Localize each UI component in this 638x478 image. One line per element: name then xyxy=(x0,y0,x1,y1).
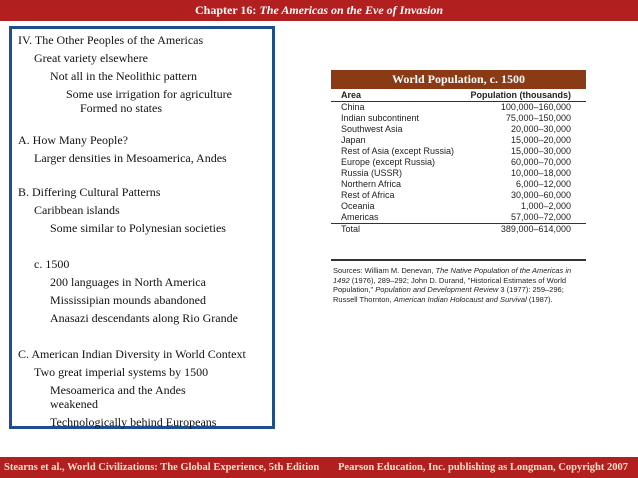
row-population: 30,000–60,000 xyxy=(510,190,571,200)
table-row xyxy=(331,168,586,179)
row-area: Europe (except Russia) xyxy=(341,157,436,167)
table-row xyxy=(331,124,586,135)
outline-line: c. 1500 xyxy=(34,257,70,271)
outline-line: Not all in the Neolithic pattern xyxy=(50,69,197,83)
row-population: 10,000–18,000 xyxy=(510,168,571,178)
row-population: 15,000–30,000 xyxy=(510,146,571,156)
row-area: Southwest Asia xyxy=(341,124,403,134)
outline-heading-a: A. How Many People? xyxy=(18,133,128,147)
outline-line: Technologically behind Europeans xyxy=(50,415,217,429)
outline-line: Some use irrigation for agriculture xyxy=(66,87,232,101)
outline-heading-c: C. American Indian Diversity in World Context xyxy=(18,347,246,361)
row-population: 57,000–72,000 xyxy=(510,212,571,222)
outline-line: Mississipian mounds abandoned xyxy=(50,293,206,307)
outline-line: 200 languages in North America xyxy=(50,275,206,289)
source-title-3: American Indian Holocaust and Survival xyxy=(393,294,527,304)
outline-line: Some similar to Polynesian societies xyxy=(50,221,226,235)
slide-header xyxy=(0,0,638,21)
footer-citation: Stearns et al., World Civilizations: The Global Experience, 5th Edition xyxy=(4,462,320,473)
table-total-row xyxy=(331,223,586,235)
row-area: Americas xyxy=(341,212,379,222)
outline-line: Larger densities in Mesoamerica, Andes xyxy=(34,151,227,165)
source-end: (1987). xyxy=(528,294,553,304)
row-population: 1,000–2,000 xyxy=(520,201,571,211)
row-population: 15,000–20,000 xyxy=(510,135,571,145)
table-row xyxy=(331,212,586,223)
table-header-row xyxy=(331,89,586,102)
row-population: 60,000–70,000 xyxy=(510,157,571,167)
total-label: Total xyxy=(341,224,361,234)
table-row xyxy=(331,201,586,212)
row-area: Indian subcontinent xyxy=(341,113,420,123)
outline-line: Mesoamerica and the Andes xyxy=(50,383,186,397)
footer-copyright: Pearson Education, Inc. publishing as Longman, Copyright 2007 xyxy=(338,462,628,473)
outline-line: Great variety elsewhere xyxy=(34,51,148,65)
table-row xyxy=(331,113,586,124)
table-bottom-rule xyxy=(331,259,586,261)
table-row xyxy=(331,157,586,168)
row-area: Rest of Asia (except Russia) xyxy=(341,146,455,156)
row-area: Northern Africa xyxy=(341,179,402,189)
row-area: Oceania xyxy=(341,201,375,211)
population-table xyxy=(331,70,586,235)
outline-line: Two great imperial systems by 1500 xyxy=(34,365,209,379)
outline-line: weakened xyxy=(50,397,98,411)
outline-line: Formed no states xyxy=(80,101,162,115)
table-row xyxy=(331,146,586,157)
row-population: 6,000–12,000 xyxy=(515,179,571,189)
col-population-header: Population (thousands) xyxy=(470,90,571,100)
source-title-2: Population and Development Review xyxy=(375,285,499,294)
slide-footer xyxy=(0,457,638,478)
table-row xyxy=(331,135,586,146)
source-title-1: The Native Population of the Americas in 1492 xyxy=(333,266,572,285)
source-prefix: Sources: William M. Denevan, xyxy=(333,266,434,275)
row-population: 75,000–150,000 xyxy=(505,113,571,123)
table-body xyxy=(331,102,586,223)
row-area: Rest of Africa xyxy=(341,190,395,200)
table-source-note xyxy=(333,266,585,304)
row-population: 20,000–30,000 xyxy=(510,124,571,134)
outline-line: Anasazi descendants along Rio Grande xyxy=(50,311,238,325)
outline-box xyxy=(9,26,275,429)
table-row xyxy=(331,190,586,201)
table-row xyxy=(331,179,586,190)
outline-line: Caribbean islands xyxy=(34,203,120,217)
total-value: 389,000–614,000 xyxy=(500,224,571,234)
source-text: (1976), 289–292; John D. Durand, "Historical Estimates of World Population," xyxy=(333,275,567,294)
outline-heading-iv: IV. The Other Peoples of the Americas xyxy=(18,33,204,47)
row-area: Japan xyxy=(341,135,366,145)
chapter-label: Chapter 16: xyxy=(194,3,257,17)
row-population: 100,000–160,000 xyxy=(500,102,571,112)
table-title: World Population, c. 1500 xyxy=(331,70,586,89)
source-text-2: 3 (1977): 259–296; Russell Thornton, xyxy=(333,285,564,304)
row-area: Russia (USSR) xyxy=(341,168,403,178)
chapter-subtitle: The Americas on the Eve of Invasion xyxy=(259,3,443,17)
table-row xyxy=(331,102,586,113)
col-area-header: Area xyxy=(341,90,362,100)
outline-heading-b: B. Differing Cultural Patterns xyxy=(18,185,161,199)
row-area: China xyxy=(341,102,365,112)
